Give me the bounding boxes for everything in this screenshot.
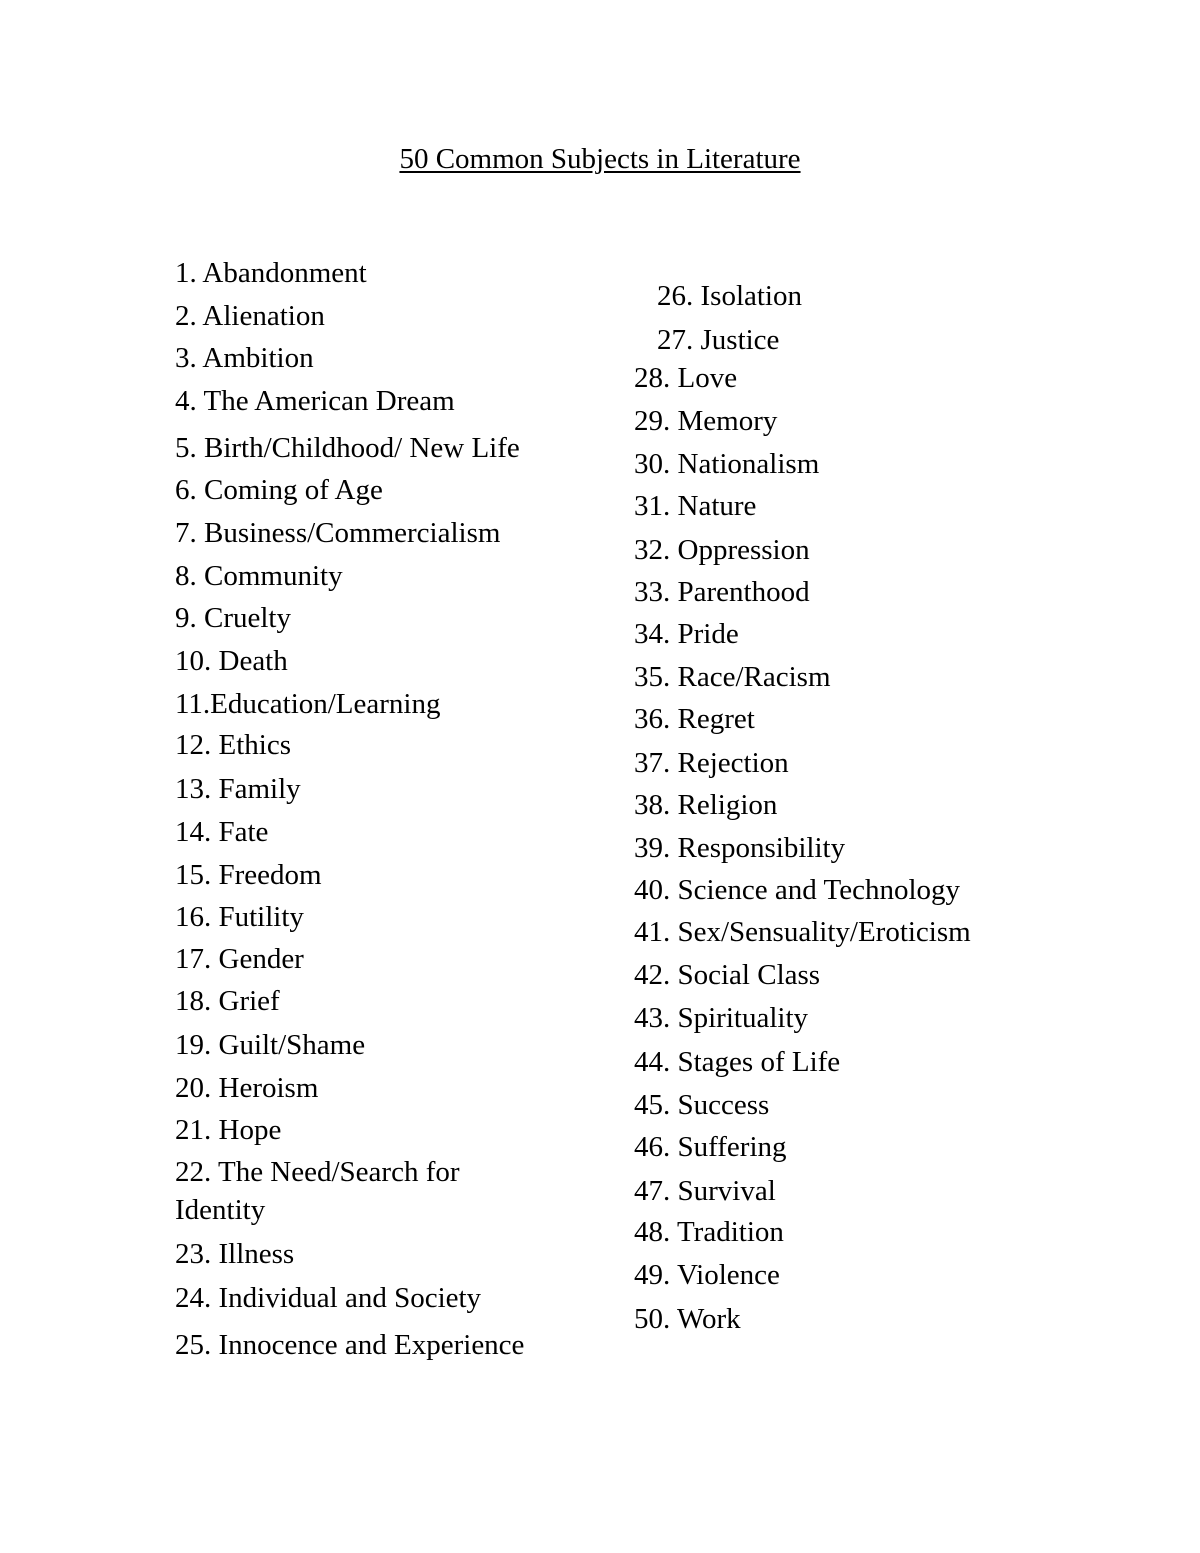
list-item: 21. Hope — [175, 1114, 282, 1146]
list-item: 13. Family — [175, 773, 301, 805]
list-item: 44. Stages of Life — [634, 1046, 841, 1078]
list-item: 7. Business/Commercialism — [175, 517, 501, 549]
list-item: 9. Cruelty — [175, 602, 291, 634]
list-item: 17. Gender — [175, 943, 304, 975]
list-item: 43. Spirituality — [634, 1002, 808, 1034]
list-item: 2. Alienation — [175, 300, 325, 332]
list-item: 32. Oppression — [634, 534, 810, 566]
list-item: 6. Coming of Age — [175, 474, 383, 506]
list-item: 16. Futility — [175, 901, 304, 933]
list-item: 10. Death — [175, 645, 288, 677]
list-item: 46. Suffering — [634, 1131, 787, 1163]
list-item: 30. Nationalism — [634, 448, 820, 480]
list-item: 48. Tradition — [634, 1216, 784, 1248]
page-title — [0, 140, 1200, 178]
page-title-text: 50 Common Subjects in Literature — [399, 143, 801, 175]
list-item: 42. Social Class — [634, 959, 821, 991]
list-item: 47. Survival — [634, 1175, 776, 1207]
list-item: 45. Success — [634, 1089, 770, 1121]
list-item: 25. Innocence and Experience — [175, 1329, 525, 1361]
list-item: 31. Nature — [634, 490, 757, 522]
list-item: 41. Sex/Sensuality/Eroticism — [634, 916, 971, 948]
list-item: 23. Illness — [175, 1238, 295, 1270]
list-item: 19. Guilt/Shame — [175, 1029, 366, 1061]
list-item: 34. Pride — [634, 618, 739, 650]
list-item: 39. Responsibility — [634, 832, 846, 864]
list-item: 36. Regret — [634, 703, 755, 735]
list-item: 5. Birth/Childhood/ New Life — [175, 432, 520, 464]
list-item: 28. Love — [634, 362, 738, 394]
list-item: 1. Abandonment — [175, 257, 367, 289]
list-item: 24. Individual and Society — [175, 1282, 482, 1314]
list-item: 22. The Need/Search for Identity — [175, 1156, 460, 1226]
list-item: 27. Justice — [657, 324, 780, 356]
list-item: 49. Violence — [634, 1259, 780, 1291]
list-item: 8. Community — [175, 560, 343, 592]
list-item: 18. Grief — [175, 985, 280, 1017]
list-item: 29. Memory — [634, 405, 778, 437]
list-item: 11.Education/Learning — [175, 688, 441, 720]
list-item: 37. Rejection — [634, 747, 789, 779]
list-item: 35. Race/Racism — [634, 661, 831, 693]
list-item: 14. Fate — [175, 816, 269, 848]
list-item: 12. Ethics — [175, 729, 291, 761]
list-item: 3. Ambition — [175, 342, 314, 374]
list-item: 15. Freedom — [175, 859, 322, 891]
list-item: 38. Religion — [634, 789, 778, 821]
list-item: 50. Work — [634, 1303, 741, 1335]
list-item: 26. Isolation — [657, 280, 802, 312]
list-item: 20. Heroism — [175, 1072, 319, 1104]
list-item: 33. Parenthood — [634, 576, 810, 608]
list-item: 40. Science and Technology — [634, 874, 961, 906]
list-item: 4. The American Dream — [175, 385, 455, 417]
